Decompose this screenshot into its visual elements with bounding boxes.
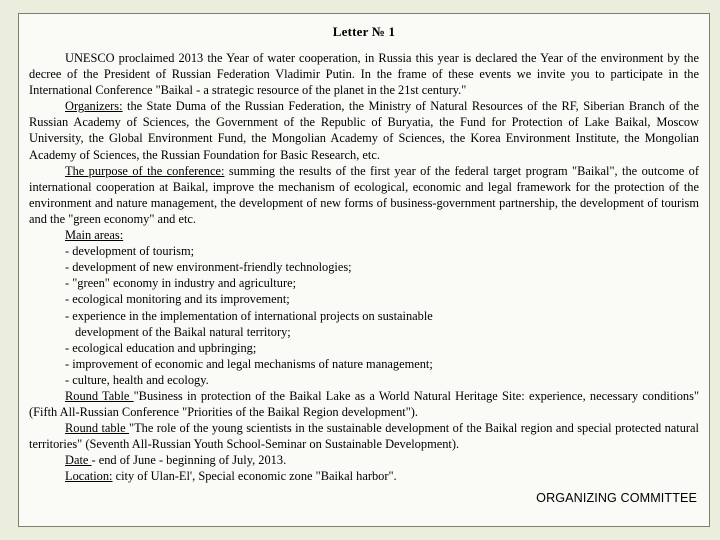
list-item-text: - development of new environment-friendly technologies; bbox=[65, 260, 352, 275]
main-areas-list bbox=[29, 243, 699, 388]
paragraph-date bbox=[29, 452, 699, 468]
organizers-label: Organizers: bbox=[65, 99, 123, 114]
list-item bbox=[29, 340, 699, 356]
paragraph-intro-text: UNESCO proclaimed 2013 the Year of water cooperation, in Russia this year is declared the Year of the environment by the decree of the President of Russian Federation Vladimir Putin. In the frame of these events we invite you to participate in the International Conference "Baikal - a strategic resource of the planet in the 21st century." bbox=[29, 51, 699, 98]
date-text: - end of June - beginning of July, 2013. bbox=[91, 453, 287, 468]
paragraph-intro bbox=[29, 50, 699, 98]
round-table-2-text: "The role of the young scientists in the sustainable development of the Baikal region and special protected natural territories" (Seventh All-Russian Youth School-Seminar on Sustainable Development). bbox=[29, 421, 700, 452]
round-table-1-text: "Business in protection of the Baikal Lake as a World Natural Heritage Site: experience, necessary conditions" (Fifth All-Russian Conference "Priorities of the Baikal Region development"). bbox=[29, 388, 699, 420]
list-item-continuation: development of the Baikal natural territory; bbox=[75, 324, 291, 339]
list-item bbox=[29, 291, 699, 307]
paragraph-purpose bbox=[29, 163, 699, 227]
list-item-text: - culture, health and ecology. bbox=[65, 372, 209, 387]
signature-line: ORGANIZING COMMITTEE bbox=[536, 490, 697, 505]
list-item bbox=[29, 372, 699, 388]
list-item-text: - improvement of economic and legal mechanisms of nature management; bbox=[65, 356, 433, 371]
page-title: Letter № 1 bbox=[332, 24, 396, 39]
list-item-text: - development of tourism; bbox=[65, 244, 195, 259]
purpose-label: The purpose of the conference: bbox=[65, 163, 225, 178]
list-item bbox=[29, 275, 699, 291]
main-areas-heading bbox=[29, 227, 699, 243]
round-table-2-label: Round table bbox=[65, 421, 130, 436]
list-item-text: - ecological monitoring and its improvement; bbox=[65, 292, 290, 307]
list-item bbox=[29, 259, 699, 275]
list-item bbox=[29, 308, 699, 340]
organizers-text: the State Duma of the Russian Federation, the Ministry of Natural Resources of the RF, Siberian Branch of the Russian Academy of Sciences, the Government of the Republic of Buryatia, the Fund for Protection of Lake Baikal, Moscow University, the Global Environment Fund, the Mongolian Academy of Sciences, the Korea Environment Institute, the Mongolian Academy of Sciences, the Russian Foundation for Basic Research, etc. bbox=[29, 99, 699, 162]
paragraph-round-table-2 bbox=[29, 420, 699, 452]
date-label: Date bbox=[65, 453, 92, 468]
list-item bbox=[29, 243, 699, 259]
paragraph-round-table-1 bbox=[29, 388, 699, 420]
list-item-text: - ecological education and upbringing; bbox=[65, 340, 257, 355]
main-areas-label: Main areas: bbox=[65, 228, 124, 243]
paragraph-location bbox=[29, 468, 699, 484]
paragraph-organizers bbox=[29, 98, 699, 162]
location-text: city of Ulan-El', Special economic zone "Baikal harbor". bbox=[112, 469, 397, 484]
list-item-text: - "green" economy in industry and agriculture; bbox=[65, 276, 297, 291]
letter-body bbox=[19, 14, 709, 506]
round-table-1-label: Round Table bbox=[65, 388, 134, 403]
list-item-text: - experience in the implementation of international projects on sustainable bbox=[65, 308, 433, 323]
location-label: Location: bbox=[65, 469, 113, 484]
letter-page bbox=[18, 13, 710, 527]
list-item bbox=[29, 356, 699, 372]
purpose-text: summing the results of the first year of the federal target program "Baikal", the outcome of international cooperation at Baikal, improve the mechanism of ecological, economic and legal framework for the protection of the environment and nature management, the development of new forms of business-government partnership, the development of tourism and the "green economy" and etc. bbox=[29, 163, 699, 226]
